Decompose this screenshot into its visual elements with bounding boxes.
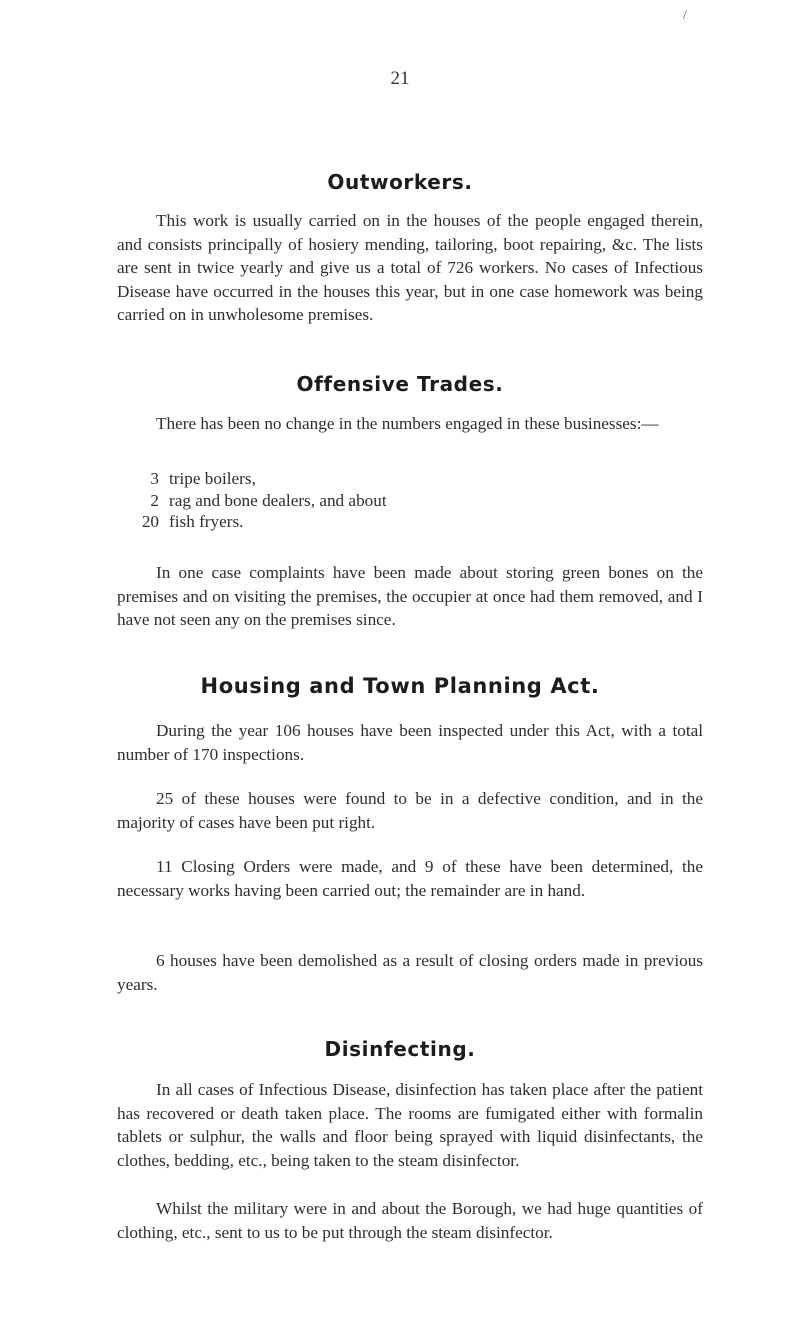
- page-number: 21: [390, 68, 410, 89]
- paragraph-housing-1: During the year 106 houses have been inspected under this Act, with a total number of 170 inspections.: [117, 721, 703, 764]
- paragraph-housing-2: 25 of these houses were found to be in a defective condition, and in the majority of cases have been put right.: [117, 789, 703, 832]
- paragraph-offensive-trades: In one case complaints have been made about storing green bones on the premises and on visiting the premises, the occupier at once had them removed, and I have not seen any on the premises since.: [117, 563, 703, 629]
- heading-offensive-trades: Offensive Trades.: [296, 372, 504, 396]
- list-item-count: 2: [150, 490, 159, 510]
- list-item-label: rag and bone dealers, and about: [169, 490, 387, 510]
- paragraph-housing-4: 6 houses have been demolished as a result of closing orders made in previous years.: [117, 951, 703, 994]
- paragraph-housing-3: 11 Closing Orders were made, and 9 of these have been determined, the necessary works having been carried out; the remainder are in hand.: [117, 857, 703, 900]
- paragraph-offensive-trades-intro: There has been no change in the numbers engaged in these businesses:—: [156, 414, 659, 433]
- list-item-label: tripe boilers,: [169, 469, 256, 488]
- list-item-count: 20: [141, 512, 159, 531]
- paragraph-disinfecting-1: In all cases of Infectious Disease, disinfection has taken place after the patient has recovered or death taken place. The rooms are fumigated either with formalin tablets or sulphur, the walls and floor being sprayed with liquid disinfectants, the clothes, bedding, etc., being taken to the steam disinfector.: [117, 1080, 703, 1170]
- list-item-label: fish fryers.: [169, 512, 244, 531]
- list-item: [137, 468, 557, 490]
- margin-mark: /: [683, 8, 687, 23]
- list-item: [137, 511, 557, 533]
- heading-housing: Housing and Town Planning Act.: [200, 674, 600, 698]
- list-item: [137, 490, 557, 512]
- heading-outworkers: Outworkers.: [327, 170, 473, 194]
- heading-disinfecting: Disinfecting.: [324, 1037, 476, 1061]
- list-item-count: 3: [150, 469, 159, 488]
- trades-list: [137, 468, 557, 533]
- paragraph-disinfecting-2: Whilst the military were in and about the Borough, we had huge quantities of clothing, etc., sent to us to be put through the steam disinfector.: [117, 1199, 703, 1242]
- paragraph-outworkers: This work is usually carried on in the houses of the people engaged therein, and consists principally of hosiery mending, tailoring, boot repairing, &c. The lists are sent in twice yearly and give us a total of 726 workers. No cases of Infectious Disease have occurred in the houses this year, but in one case homework was being carried on in unwholesome premises.: [117, 211, 703, 324]
